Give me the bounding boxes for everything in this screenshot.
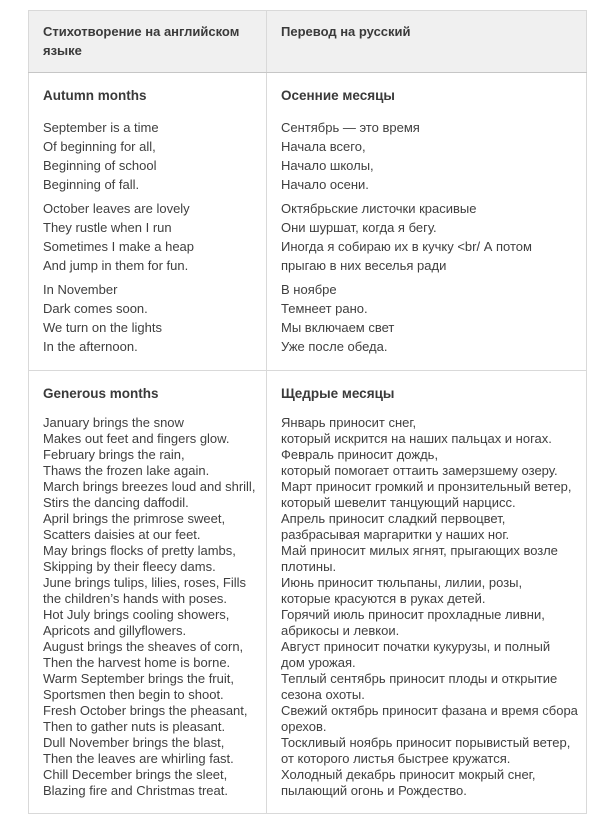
poem-stanza — [281, 280, 578, 356]
poem-line: Thaws the frozen lake again. — [43, 463, 210, 478]
poem-line: Scatters daisies at our feet. — [43, 527, 201, 542]
poem-line: June brings tulips, lilies, roses, Fills — [43, 575, 247, 590]
poem-line: который помогает оттаить замерзшему озеру. — [281, 463, 558, 478]
poem-line: And jump in them for fun. — [43, 258, 189, 273]
page — [0, 10, 600, 798]
poem-line: Начало школы, — [281, 158, 374, 173]
poem-line: October leaves are lovely — [43, 201, 190, 216]
poem-stanza — [43, 199, 258, 275]
poem-line: Февраль приносит дождь, — [281, 447, 439, 462]
poem-line: March brings breezes loud and shrill, — [43, 479, 256, 494]
poem-line: Beginning of school — [43, 158, 157, 173]
poem-line: Они шуршат, когда я бегу. — [281, 220, 437, 235]
poem-line: Of beginning for all, — [43, 139, 156, 154]
poem-stanza — [43, 118, 258, 194]
poem-stanza — [281, 415, 578, 799]
poem-line: Темнеет рано. — [281, 301, 368, 316]
poem-line: Blazing fire and Christmas treat. — [43, 783, 228, 798]
poem-line: Then to gather nuts is pleasant. — [43, 719, 226, 734]
poem-line: Холодный декабрь приносит мокрый снег, — [281, 767, 536, 782]
poem-line: January brings the snow — [43, 415, 184, 430]
poem-cell-en — [29, 73, 267, 371]
poem-cell-en — [29, 371, 267, 814]
poem-line: прыгаю в них веселья ради — [281, 258, 447, 273]
poem-line: орехов. — [281, 719, 327, 734]
poem-line: Начала всего, — [281, 139, 366, 154]
table-header-row — [29, 11, 587, 73]
poem-line: пылающий огонь и Рождество. — [281, 783, 467, 798]
poem-line: Hot July brings cooling showers, — [43, 607, 230, 622]
poem-line: Chill December brings the sleet, — [43, 767, 228, 782]
poem-line: In November — [43, 282, 118, 297]
poem-line: the children’s hands with poses. — [43, 591, 228, 606]
poem-line: Apricots and gillyflowers. — [43, 623, 187, 638]
poem-cell-ru — [267, 73, 587, 371]
poem-line: Then the leaves are whirling fast. — [43, 751, 234, 766]
poem-line: They rustle when I run — [43, 220, 172, 235]
poem-line: сезона охоты. — [281, 687, 365, 702]
poem-line: Теплый сентябрь приносит плоды и открытие — [281, 671, 558, 686]
poem-line: Makes out feet and fingers glow. — [43, 431, 230, 446]
poem-line: Stirs the dancing daffodil. — [43, 495, 189, 510]
poem-line: Апрель приносит сладкий первоцвет, — [281, 511, 506, 526]
poem-line: Fresh October brings the pheasant, — [43, 703, 248, 718]
poem-line: Warm September brings the fruit, — [43, 671, 234, 686]
poem-line: В ноябре — [281, 282, 337, 297]
poem-line: Dull November brings the blast, — [43, 735, 225, 750]
poem-line: Январь приносит снег, — [281, 415, 417, 430]
poem-line: Начало осени. — [281, 177, 369, 192]
poem-line: We turn on the lights — [43, 320, 162, 335]
poem-line: Beginning of fall. — [43, 177, 140, 192]
poem-line: Sometimes I make a heap — [43, 239, 195, 254]
poem-line: Август приносит початки кукурузы, и полный — [281, 639, 551, 654]
poem-line: Then the harvest home is borne. — [43, 655, 231, 670]
poem-line: Sportsmen then begin to shoot. — [43, 687, 224, 702]
table-row — [29, 371, 587, 814]
poem-line: Иногда я собираю их в кучку <br/ А потом — [281, 239, 532, 254]
poem-line: Уже после обеда. — [281, 339, 388, 354]
poem-line: February brings the rain, — [43, 447, 185, 462]
poem-line: который шевелит танцующий нарцисс. — [281, 495, 516, 510]
poem-line: от которого листья быстрее кружатся. — [281, 751, 511, 766]
table-row — [29, 73, 587, 371]
poem-title: Autumn months — [43, 88, 147, 103]
poem-line: Мы включаем свет — [281, 320, 395, 335]
poem-line: Март приносит громкий и пронзительный ветер, — [281, 479, 572, 494]
poem-title: Щедрые месяцы — [281, 386, 395, 401]
poem-title: Осенние месяцы — [281, 88, 395, 103]
poem-line: Dark comes soon. — [43, 301, 148, 316]
poem-stanza — [281, 118, 578, 194]
poem-stanza — [43, 280, 258, 356]
poem-translation-table — [28, 10, 587, 814]
poem-line: In the afternoon. — [43, 339, 138, 354]
poem-line: плотины. — [281, 559, 337, 574]
poem-cell-ru — [267, 371, 587, 814]
poem-line: абрикосы и левкои. — [281, 623, 400, 638]
poem-line: дом урожая. — [281, 655, 356, 670]
poem-line: Июнь приносит тюльпаны, лилии, розы, — [281, 575, 523, 590]
poem-line: May brings flocks of pretty lambs, — [43, 543, 236, 558]
poem-line: September is a time — [43, 120, 159, 135]
poem-line: Тоскливый ноябрь приносит порывистый ветер, — [281, 735, 571, 750]
table-body — [29, 73, 587, 814]
poem-line: разбрасывая маргаритки у наших ног. — [281, 527, 510, 542]
poem-stanza — [43, 415, 258, 799]
poem-stanza — [281, 199, 578, 275]
poem-line: который искрится на наших пальцах и ногах. — [281, 431, 552, 446]
poem-title: Generous months — [43, 386, 159, 401]
poem-line: August brings the sheaves of corn, — [43, 639, 244, 654]
poem-line: которые красуются в руках детей. — [281, 591, 486, 606]
poem-line: Свежий октябрь приносит фазана и время сбора — [281, 703, 578, 718]
column-header-russian-translation: Перевод на русский — [267, 11, 587, 73]
poem-line: Май приносит милых ягнят, прыгающих возле — [281, 543, 558, 558]
poem-line: Skipping by their fleecy dams. — [43, 559, 216, 574]
poem-line: Горячий июль приносит прохладные ливни, — [281, 607, 545, 622]
poem-line: Октябрьские листочки красивые — [281, 201, 477, 216]
column-header-english-poem: Стихотворение на английском языке — [29, 11, 267, 73]
poem-line: Сентябрь — это время — [281, 120, 420, 135]
poem-line: April brings the primrose sweet, — [43, 511, 226, 526]
